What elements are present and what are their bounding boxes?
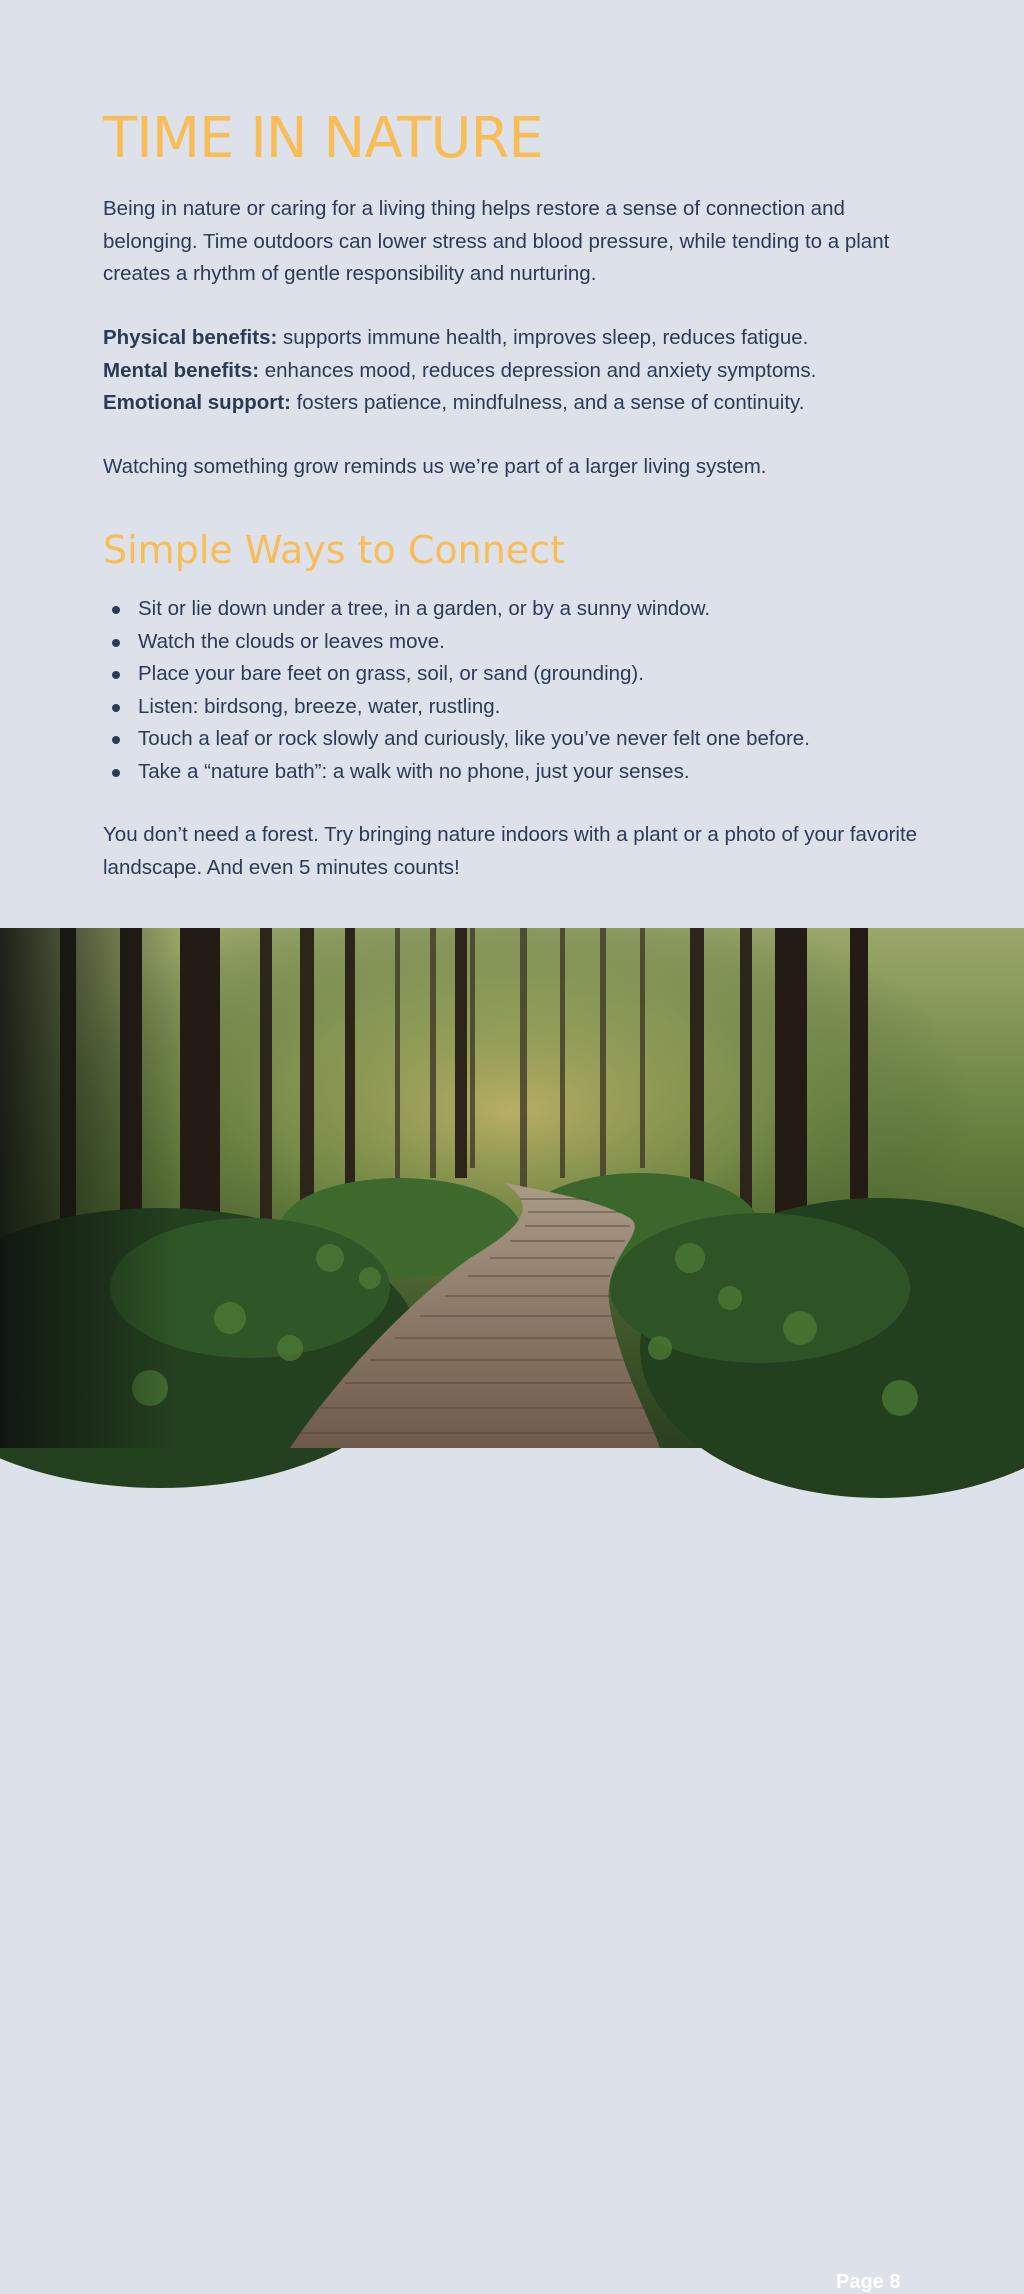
bullet-icon [112,769,120,777]
list-item-text: Watch the clouds or leaves move. [138,629,445,653]
list-item [103,626,810,659]
benefit-mental [103,355,816,388]
forest-illustration [0,928,1024,1448]
benefit-label: Emotional support: [103,391,291,414]
forest-boardwalk-photo [0,928,1024,2293]
page-number: Page 8 [836,2271,901,2293]
benefit-emotional [103,387,816,420]
benefit-text: enhances mood, reduces depression and anxiety symptoms. [259,358,817,382]
list-item-text: Place your bare feet on grass, soil, or sand (grounding). [138,662,644,686]
benefit-label: Mental benefits: [103,358,260,382]
list-item [103,593,810,626]
list-item-text: Take a “nature bath”: a walk with no phone, just your senses. [138,759,690,783]
bullet-icon [112,639,120,647]
benefits-list [103,322,816,420]
list-item [103,756,810,789]
list-item [103,723,810,756]
bullet-icon [112,606,120,614]
benefit-text: fosters patience, mindfulness, and a sense of continuity. [290,391,805,414]
grow-paragraph: Watching something grow reminds us we’re part of a larger living system. [103,455,767,478]
section-heading: Simple Ways to Connect [103,528,565,572]
benefit-label: Physical benefits: [103,326,278,349]
ways-list [103,593,810,789]
closing-paragraph: You don’t need a forest. Try bringing nature indoors with a plant or a photo of your favorite landscape. And even 5 minutes counts! [103,823,918,879]
list-item [103,658,810,691]
page-title: TIME IN NATURE [103,106,543,171]
benefit-text: supports immune health, improves sleep, reduces fatigue. [277,326,809,349]
benefit-physical [103,322,816,355]
bullet-icon [112,704,120,712]
bullet-icon [112,736,120,744]
list-item-text: Listen: birdsong, breeze, water, rustling. [138,694,501,718]
list-item-text: Sit or lie down under a tree, in a garden, or by a sunny window. [138,597,711,620]
bullet-icon [112,671,120,679]
list-item-text: Touch a leaf or rock slowly and curiously, like you’ve never felt one before. [138,727,810,751]
list-item [103,691,810,724]
intro-paragraph: Being in nature or caring for a living thing helps restore a sense of connection and belonging. Time outdoors can lower stress and blood pressure, while tending to a plant creates a rhythm of gentle responsibility and nurturing. [103,197,890,285]
